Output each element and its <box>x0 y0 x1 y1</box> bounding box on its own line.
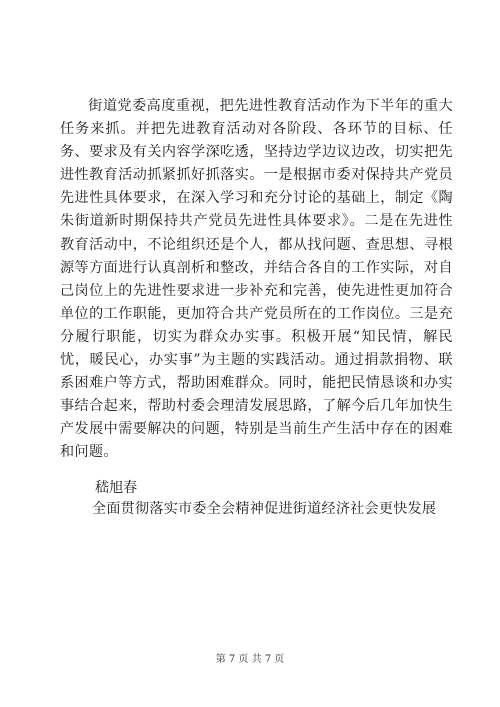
body-paragraph: 街道党委高度重视，把先进性教育活动作为下半年的重大任务来抓。并把先进教育活动对各阶段、各环节的目标、任务、要求及有关内容学深吃透，坚持边学边议边改，切实把先进性教育活动抓紧抓好抓落实。一是根据市委对保持共产党员先进性具体要求，在深入学习和充分讨论的基础上，制定《陶朱街道新时期保持共产党员先进性具体要求》。二是在先进性教育活动中，不论组织还是个人，都从找问题、查思想、寻根源等方面进行认真剖析和整改，并结合各自的工作实际，对自己岗位上的先进性要求进一步补充和完善，使先进性更加符合单位的工作职能，更加符合共产党员所在的工作岗位。三是充分履行职能，切实为群众办实事。积极开展“知民情，解民忧，暖民心，办实事”为主题的实践活动。通过捐款捐物、联系困难户等方式，帮助困难群众。同时，能把民情恳谈和办实事结合起来，帮助村委会理清发展思路，了解今后几年加快生产发展中需要解决的问题，特别是当前生产生活中存在的困难和问题。 <box>60 98 453 461</box>
author-signature: 嵇旭春 <box>95 480 138 496</box>
page-number-footer: 第 7 页 共 7 页 <box>215 654 285 665</box>
next-article-title: 全面贯彻落实市委全会精神促进街道经济社会更快发展 <box>92 501 437 517</box>
